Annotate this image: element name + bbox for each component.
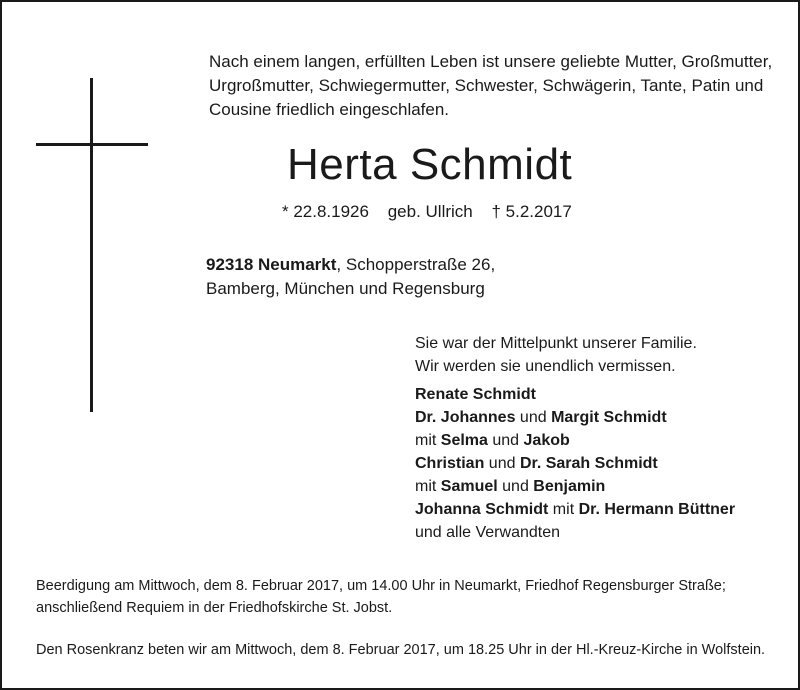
mourner-connector: mit (548, 501, 579, 518)
birth-date: * 22.8.1926 (282, 202, 369, 221)
cross-vertical-bar (90, 78, 93, 412)
cross-horizontal-bar (36, 143, 148, 146)
intro-line: Cousine friedlich eingeschlafen. (209, 100, 450, 119)
deceased-name: Herta Schmidt (287, 140, 573, 189)
mourner-name: Johanna Schmidt (415, 501, 549, 518)
mourner-name: Benjamin (533, 478, 606, 495)
mourner-connector: mit (415, 432, 441, 449)
memorial-quote (415, 332, 697, 378)
mourner-name: Christian (415, 455, 485, 472)
death-date: † 5.2.2017 (491, 202, 572, 221)
rosary-info: Den Rosenkranz beten wir am Mittwoch, dem 8. Februar 2017, um 18.25 Uhr in der Hl.-Kreuz-Kirche in Wolfstein. (36, 642, 766, 658)
address-street: , Schopperstraße 26, (336, 255, 496, 274)
address-line: Bamberg, München und Regensburg (206, 279, 485, 298)
funeral-line: anschließend Requiem in der Friedhofskirche St. Jobst. (36, 600, 393, 616)
mourner-name: Dr. Hermann Büttner (578, 501, 736, 518)
funeral-line: Beerdigung am Mittwoch, dem 8. Februar 2017, um 14.00 Uhr in Neumarkt, Friedhof Regensburger Straße; (36, 578, 726, 594)
mourner-connector: und (487, 432, 524, 449)
mourner-connector: mit (415, 478, 441, 495)
intro-text (209, 50, 773, 122)
maiden-name: geb. Ullrich (387, 202, 473, 221)
mourner-row (415, 452, 735, 475)
mourner-row: und alle Verwandten (415, 524, 560, 541)
mourner-name: Selma (440, 432, 488, 449)
family-address (206, 253, 495, 301)
address-postal-city: 92318 Neumarkt (206, 255, 337, 274)
mourner-connector: und (484, 455, 520, 472)
mourner-row (415, 429, 735, 452)
mourner-row (415, 406, 735, 429)
mourner-name: Renate Schmidt (415, 386, 536, 403)
mourner-name: Jakob (523, 432, 570, 449)
mourner-row (415, 475, 735, 498)
mourner-row (415, 383, 735, 406)
mourner-name: Dr. Sarah Schmidt (519, 455, 658, 472)
intro-line: Nach einem langen, erfüllten Leben ist unsere geliebte Mutter, Großmutter, (209, 52, 773, 71)
quote-line: Wir werden sie unendlich vermissen. (415, 358, 676, 375)
mourner-connector: und (497, 478, 534, 495)
funeral-info (36, 575, 776, 619)
mourner-name: Samuel (440, 478, 498, 495)
mourner-name: Margit Schmidt (551, 409, 667, 426)
intro-line: Urgroßmutter, Schwiegermutter, Schwester, Schwägerin, Tante, Patin und (209, 76, 764, 95)
mourners-list (415, 383, 735, 544)
mourner-name: Dr. Johannes (415, 409, 516, 426)
life-dates (282, 200, 586, 224)
quote-line: Sie war der Mittelpunkt unserer Familie. (415, 335, 697, 352)
mourner-connector: und (515, 409, 552, 426)
address-line (206, 253, 495, 277)
mourner-row (415, 498, 735, 521)
